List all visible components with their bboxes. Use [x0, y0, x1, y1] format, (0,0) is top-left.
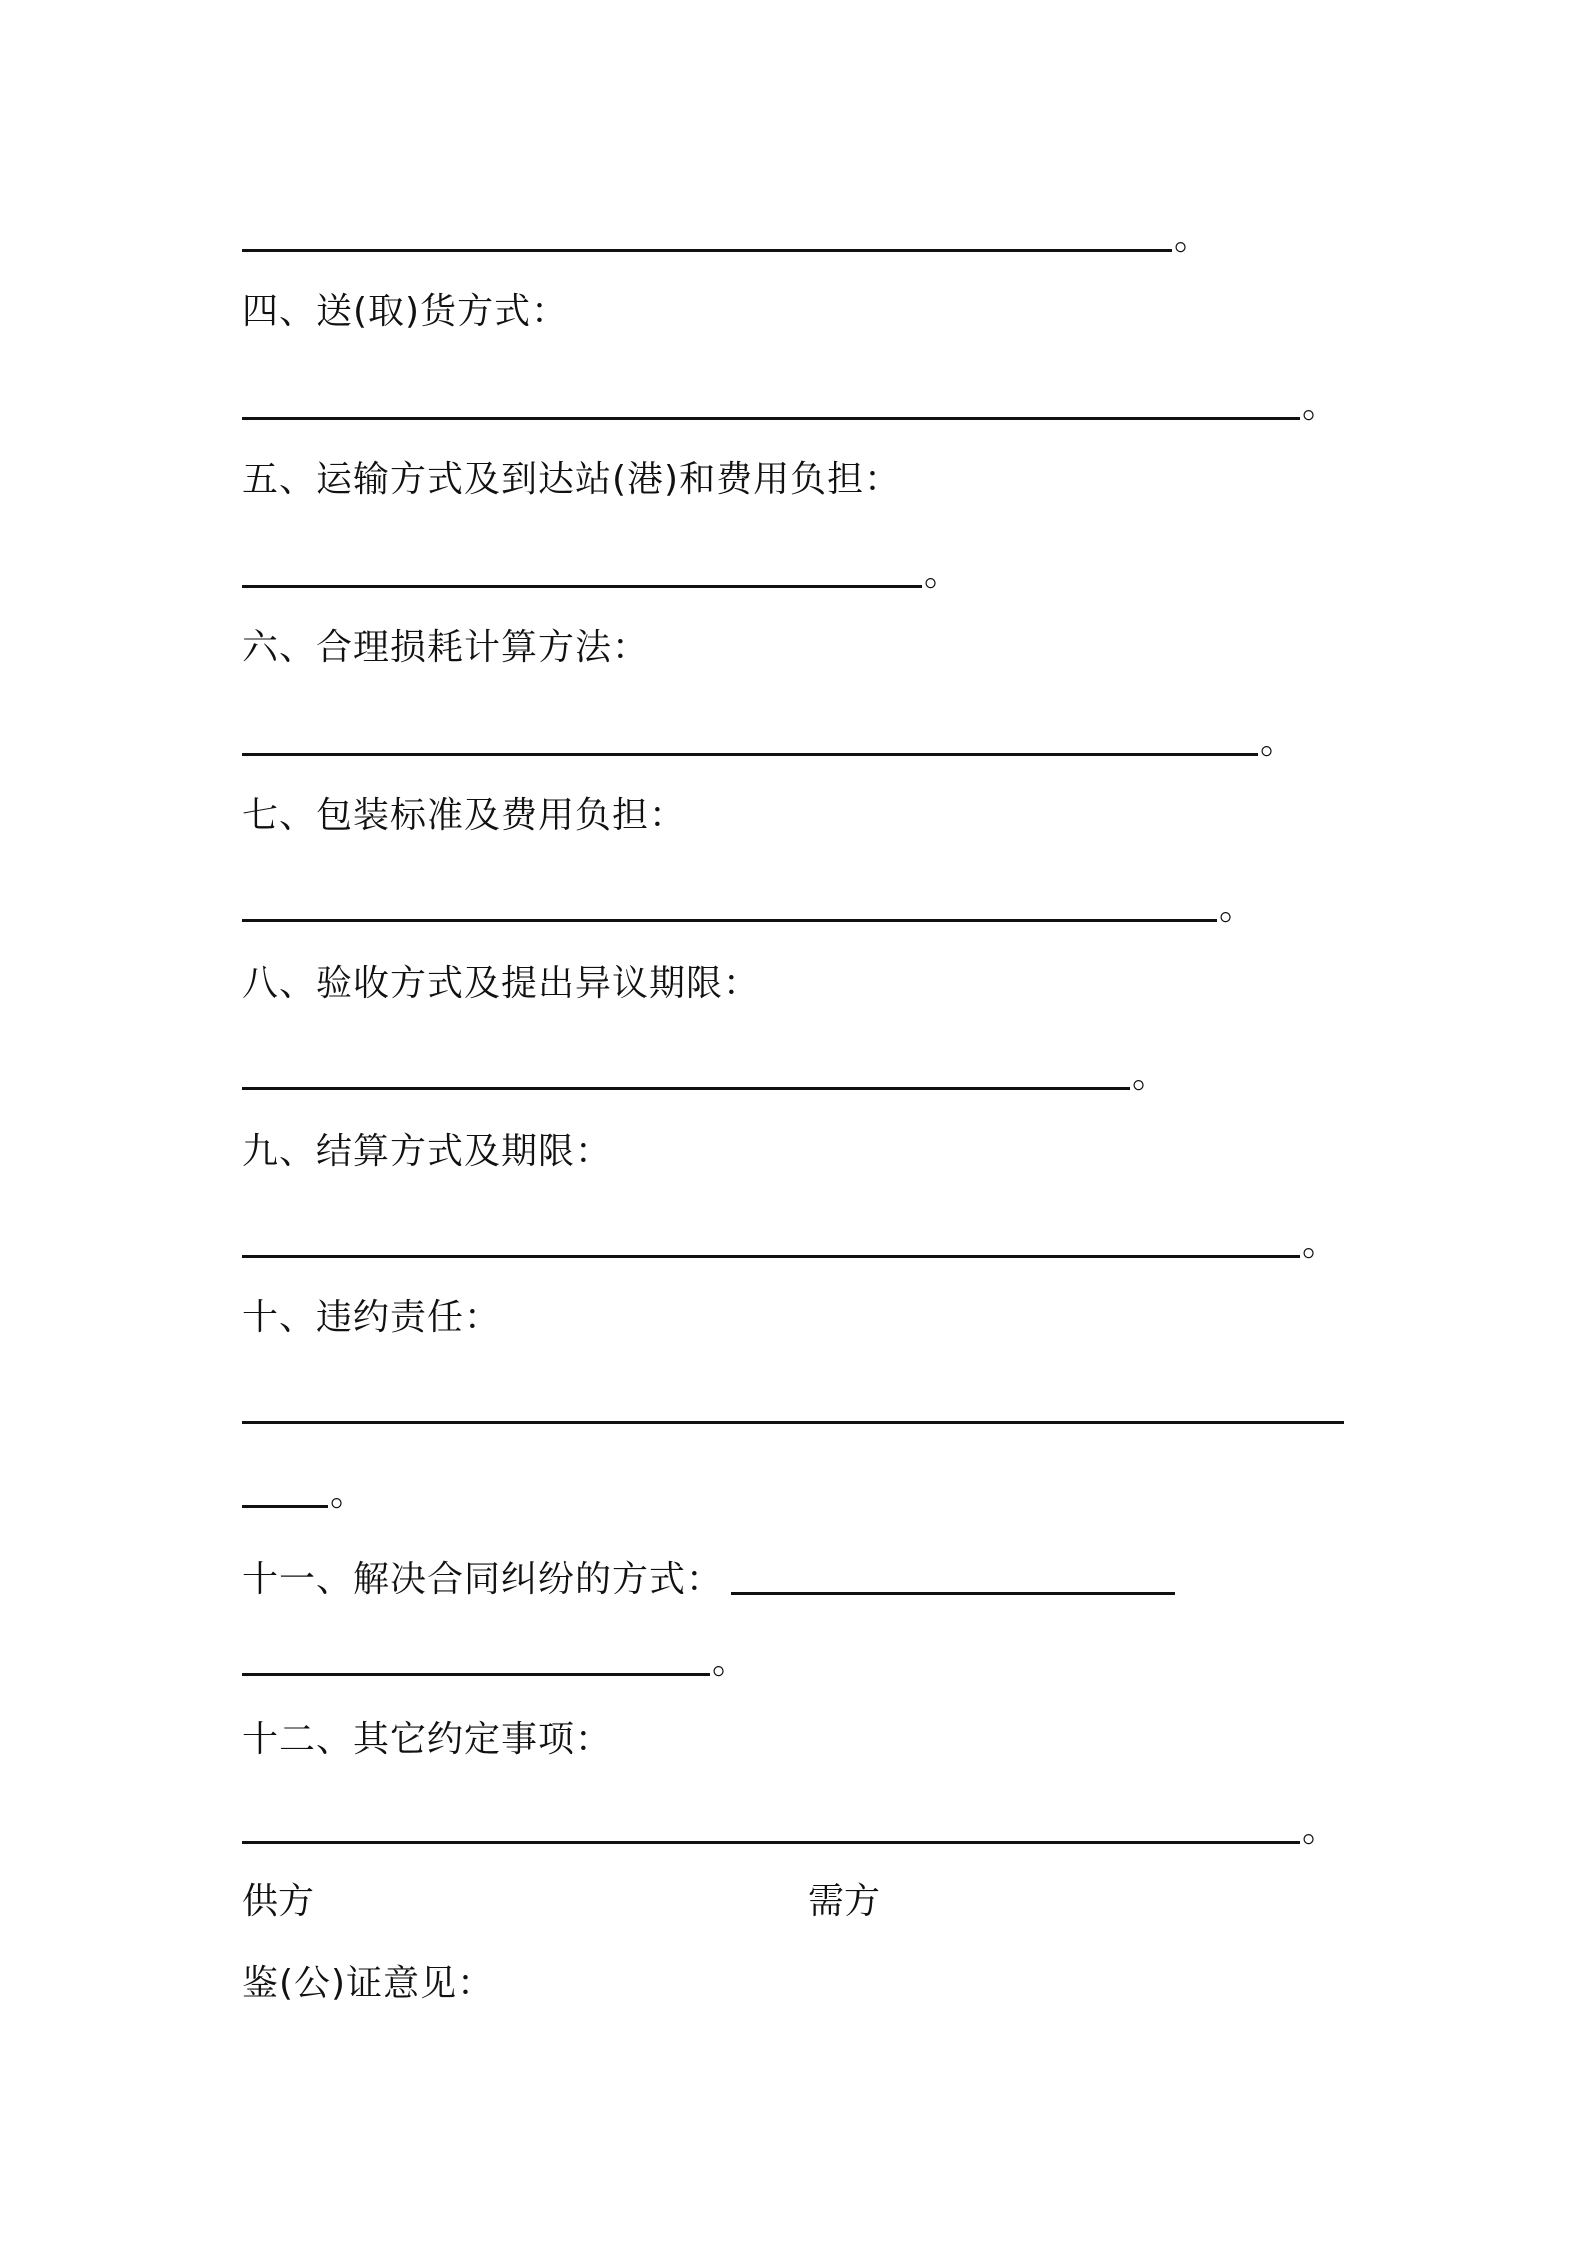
clause-6-fill-line[interactable]: [242, 712, 1296, 762]
clause-6-title: 六、合理损耗计算方法：: [242, 627, 650, 668]
clause-4-fill-line[interactable]: [242, 376, 1338, 426]
supplier-label: 供方: [242, 1881, 315, 1922]
clause-4-title: 四、送(取)货方式：: [242, 291, 569, 332]
underline: [242, 417, 1300, 420]
underline: [242, 1841, 1300, 1844]
underline: [242, 1087, 1130, 1090]
clause-8-fill-line[interactable]: [242, 1046, 1168, 1096]
period: 。: [1302, 1223, 1339, 1264]
clause-7-fill-line[interactable]: [242, 878, 1255, 928]
period: 。: [1132, 1055, 1169, 1096]
period: 。: [1174, 217, 1211, 258]
clause-5-title: 五、运输方式及到达站(港)和费用负担：: [242, 459, 902, 500]
clause-9-fill-line[interactable]: [242, 1214, 1338, 1264]
clause-12-title: 十二、其它约定事项：: [242, 1719, 613, 1760]
underline: [242, 1421, 1344, 1424]
period: 。: [1302, 385, 1339, 426]
underline: [242, 919, 1217, 922]
notary-opinion-label: 鉴(公)证意见：: [242, 1963, 495, 2004]
underline: [242, 585, 922, 588]
period: 。: [1219, 887, 1256, 928]
period: 。: [1260, 721, 1297, 762]
clause-7-title: 七、包装标准及费用负担：: [242, 795, 687, 836]
underline: [242, 249, 1172, 252]
period: 。: [924, 553, 961, 594]
signature-row: [242, 1880, 1342, 1924]
clause-10-fill-line-2[interactable]: [242, 1464, 366, 1514]
period: 。: [330, 1473, 367, 1514]
clause-12-fill-line[interactable]: [242, 1800, 1338, 1850]
fill-line-top[interactable]: [242, 208, 1210, 258]
clause-11-title: [242, 1558, 1175, 1602]
clause-5-fill-line[interactable]: [242, 544, 960, 594]
clause-10-title: 十、违约责任：: [242, 1297, 502, 1338]
clause-11-inline-underline[interactable]: [731, 1592, 1175, 1595]
period: 。: [1302, 1809, 1339, 1850]
clause-11-fill-line[interactable]: [242, 1632, 748, 1682]
buyer-label: 需方: [808, 1881, 881, 1922]
clause-8-title: 八、验收方式及提出异议期限：: [242, 963, 761, 1004]
underline: [242, 1255, 1300, 1258]
clause-9-title: 九、结算方式及期限：: [242, 1131, 613, 1172]
clause-10-fill-line-1[interactable]: [242, 1380, 1344, 1430]
underline: [242, 753, 1258, 756]
underline: [242, 1673, 710, 1676]
underline: [242, 1505, 328, 1508]
clause-11-title-text: 十一、解决合同纠纷的方式：: [242, 1559, 724, 1600]
period: 。: [712, 1641, 749, 1682]
